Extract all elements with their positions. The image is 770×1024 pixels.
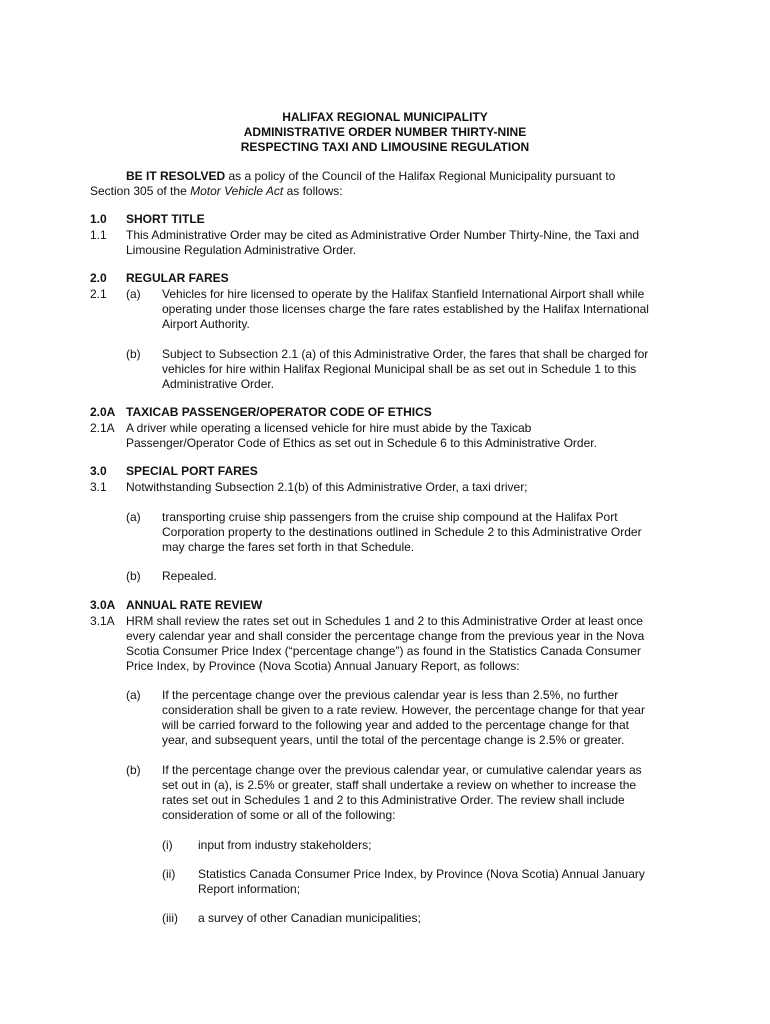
item-text xyxy=(198,867,645,897)
text-line: Limousine Regulation Administrative Order. xyxy=(126,243,357,257)
clause-text xyxy=(126,228,639,258)
clause-number: 2.1A xyxy=(90,421,115,435)
text-line: A driver while operating a licensed vehicle for hire must abide by the Taxicab xyxy=(126,421,532,435)
clause-number: 3.1 xyxy=(90,480,107,494)
title-line: ADMINISTRATIVE ORDER NUMBER THIRTY-NINE xyxy=(243,125,527,139)
act-name: Motor Vehicle Act xyxy=(190,184,284,198)
item-label: (iii) xyxy=(162,911,178,925)
text-line: every calendar year and shall consider the percentage change from the previous year in the Nova xyxy=(126,629,645,643)
text-line: vehicles for hire within Halifax Regional Municipal shall be as set out in Schedule 1 to this xyxy=(162,362,637,376)
text-line: rates set out in Schedules 1 and 2 to this Administrative Order. The review shall include xyxy=(162,793,625,807)
subclause-label: (b) xyxy=(126,569,141,583)
preamble-bold: BE IT RESOLVED xyxy=(126,169,226,183)
section-heading: ANNUAL RATE REVIEW xyxy=(126,598,263,612)
text-line: will be carried forward to the following year and added to the percentage change for that xyxy=(162,718,629,732)
item-text: a survey of other Canadian municipalities; xyxy=(198,911,421,925)
section-heading: SHORT TITLE xyxy=(126,212,205,226)
title-line: RESPECTING TAXI AND LIMOUSINE REGULATION xyxy=(240,140,530,154)
subclause-text xyxy=(162,510,642,555)
subclause-label: (a) xyxy=(126,510,141,524)
text-line: Administrative Order. xyxy=(162,377,275,391)
clause-number: 1.1 xyxy=(90,228,107,242)
text-line: year, and subsequent years, until the total of the percentage change is 2.5% or greater. xyxy=(162,733,625,747)
text-line: set out in (a), is 2.5% or greater, staff shall undertake a review on whether to increase the xyxy=(162,778,637,792)
clause-text: Notwithstanding Subsection 2.1(b) of this Administrative Order, a taxi driver; xyxy=(126,480,528,494)
text-line: Airport Authority. xyxy=(162,317,250,331)
preamble-text: as follows: xyxy=(283,184,343,198)
subclause-label: (b) xyxy=(126,347,141,361)
text-line: consideration shall be given to a rate review. However, the percentage change for that year xyxy=(162,703,645,717)
text-line: Corporation property to the destinations outlined in Schedule 2 to this Administrative Order xyxy=(162,525,642,539)
subclause-label: (a) xyxy=(126,287,141,301)
text-line: Scotia Consumer Price Index (“percentage change”) as found in the Statistics Canada Consumer xyxy=(126,644,641,658)
text-line: transporting cruise ship passengers from the cruise ship compound at the Halifax Port xyxy=(162,510,618,524)
section-number: 1.0 xyxy=(90,212,107,226)
subclause-text xyxy=(162,688,645,748)
text-line: Report information; xyxy=(198,882,301,896)
document-title xyxy=(0,110,770,155)
preamble xyxy=(90,169,615,199)
text-line: HRM shall review the rates set out in Schedules 1 and 2 to this Administrative Order at least once xyxy=(126,614,643,628)
preamble-text: as a policy of the Council of the Halifax Regional Municipality pursuant to xyxy=(225,169,616,183)
text-line: consideration of some or all of the following: xyxy=(162,808,396,822)
text-line: This Administrative Order may be cited as Administrative Order Number Thirty-Nine, the Taxi and xyxy=(126,228,640,242)
item-label: (i) xyxy=(162,838,173,852)
section-heading: TAXICAB PASSENGER/OPERATOR CODE OF ETHICS xyxy=(126,405,432,419)
text-line: If the percentage change over the previous calendar year is less than 2.5%, no further xyxy=(162,688,619,702)
text-line: Statistics Canada Consumer Price Index, by Province (Nova Scotia) Annual January xyxy=(198,867,645,881)
title-line: HALIFAX REGIONAL MUNICIPALITY xyxy=(282,110,488,124)
text-line: Subject to Subsection 2.1 (a) of this Administrative Order, the fares that shall be charged for xyxy=(162,347,649,361)
clause-number: 3.1A xyxy=(90,614,115,628)
text-line: Passenger/Operator Code of Ethics as set out in Schedule 6 to this Administrative Order. xyxy=(126,436,597,450)
subclause-text xyxy=(162,347,648,392)
item-label: (ii) xyxy=(162,867,176,881)
subclause-text: Repealed. xyxy=(162,569,217,583)
clause-text xyxy=(126,421,597,451)
clause-text xyxy=(126,614,644,674)
subclause-text xyxy=(162,287,649,332)
item-text: input from industry stakeholders; xyxy=(198,838,372,852)
text-line: If the percentage change over the previous calendar year, or cumulative calendar years as xyxy=(162,763,642,777)
section-number: 3.0 xyxy=(90,464,107,478)
text-line: operating under those licenses charge the fare rates established by the Halifax International xyxy=(162,302,649,316)
section-heading: SPECIAL PORT FARES xyxy=(126,464,258,478)
clause-number: 2.1 xyxy=(90,287,107,301)
subclause-label: (b) xyxy=(126,763,141,777)
text-line: Price Index, by Province (Nova Scotia) Annual January Report, as follows: xyxy=(126,659,520,673)
text-line: Vehicles for hire licensed to operate by the Halifax Stanfield International Airport shall while xyxy=(162,287,645,301)
section-number: 2.0A xyxy=(90,405,116,419)
text-line: may charge the fares set forth in that Schedule. xyxy=(162,540,415,554)
section-number: 2.0 xyxy=(90,271,107,285)
preamble-text: Section 305 of the xyxy=(90,184,191,198)
subclause-text xyxy=(162,763,642,823)
section-heading: REGULAR FARES xyxy=(126,271,229,285)
section-number: 3.0A xyxy=(90,598,116,612)
subclause-label: (a) xyxy=(126,688,141,702)
